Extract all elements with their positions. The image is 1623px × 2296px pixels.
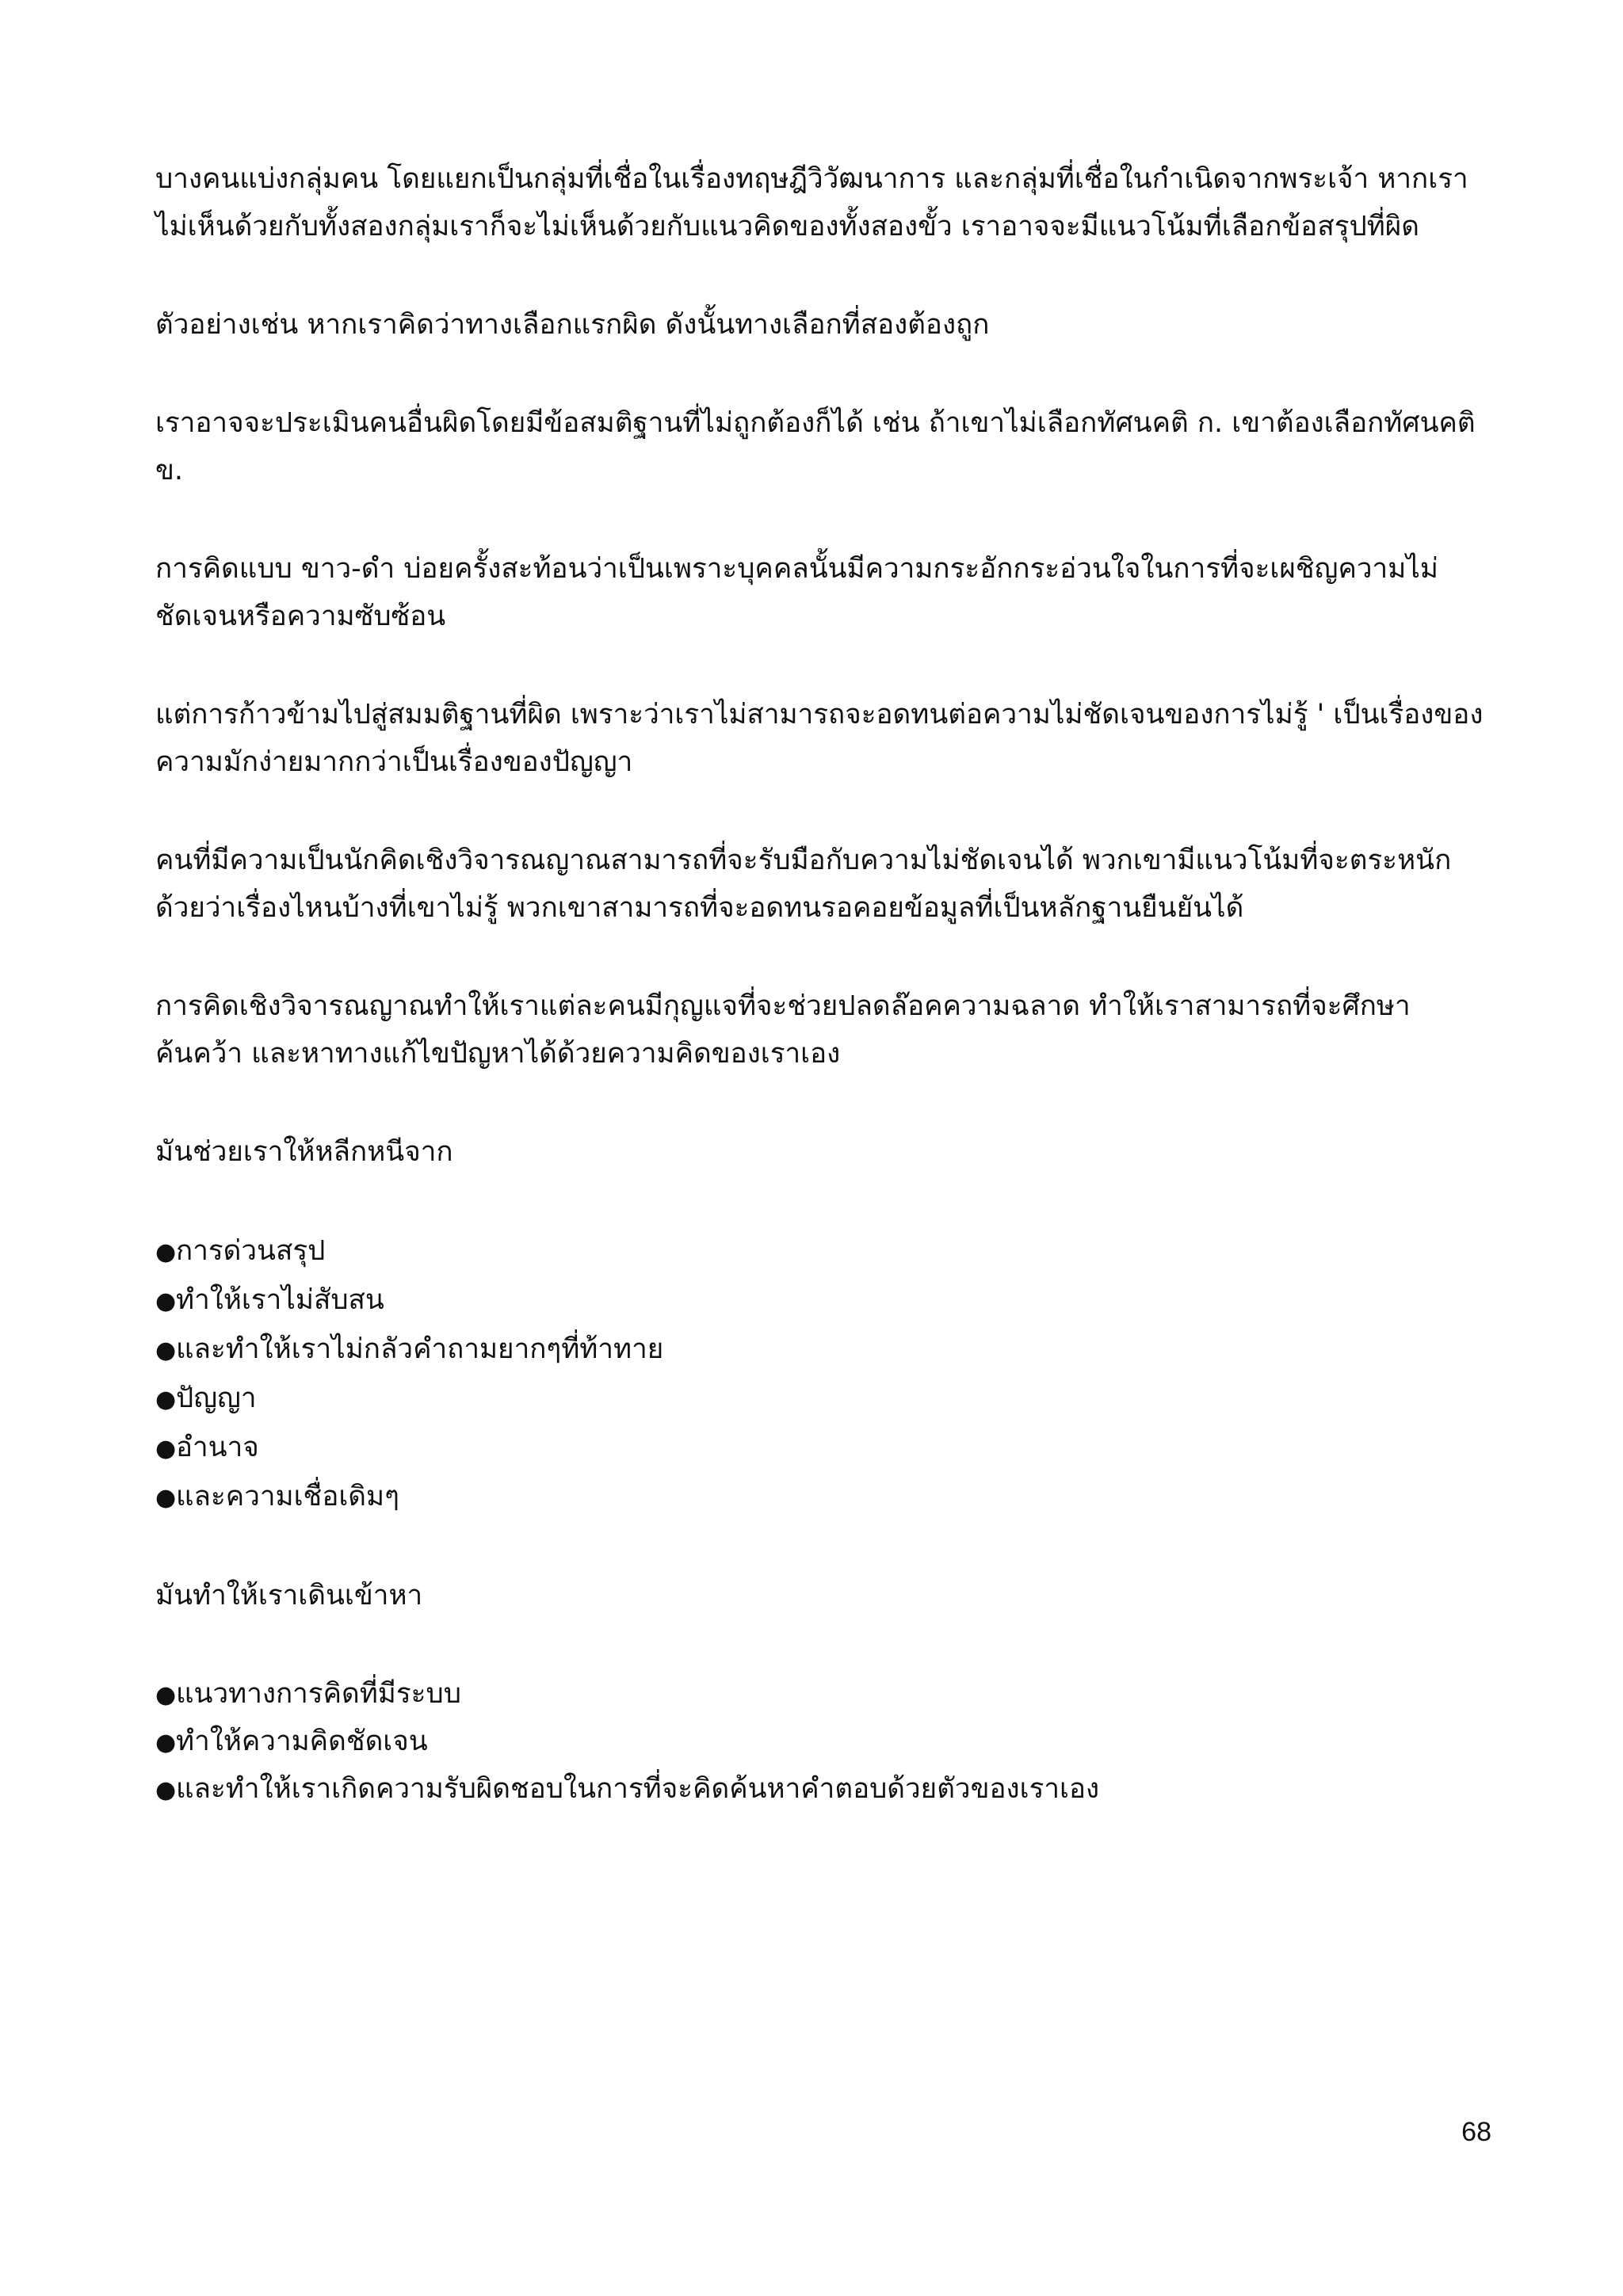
paragraph-4: การคิดแบบ ขาว-ดำ บ่อยครั้งสะท้อนว่าเป็นเพราะบุคคลนั้นมีความกระอักกระอ่วนใจในการที่จะเผชิญความไม่ชัดเจนหรือความซับซ้อน: [155, 553, 1438, 632]
bullet-icon: ●: [155, 1238, 177, 1266]
section-1-heading: มันช่วยเราให้หลีกหนีจาก: [155, 1136, 453, 1168]
list-item-text: แนวทางการคิดที่มีระบบ: [176, 1678, 461, 1710]
list-item: [155, 1325, 1487, 1374]
bullet-icon: ●: [155, 1287, 177, 1315]
approach-list: [155, 1670, 1487, 1813]
list-item-text: และทำให้เราเกิดความรับผิดชอบในการที่จะคิดค้นหาคำตอบด้วยตัวของเราเอง: [176, 1773, 1100, 1805]
avoid-list: [155, 1226, 1487, 1521]
bullet-icon: ●: [155, 1776, 177, 1804]
paragraph-6: คนที่มีความเป็นนักคิดเชิงวิจารณญาณสามารถที่จะรับมือกับความไม่ชัดเจนได้ พวกเขามีแนวโน้มที่จะตระหนักด้วยว่าเรื่องไหนบ้างที่เขาไม่รู้ พวกเขาสามารถที่จะอดทนรอคอยข้อมูลที่เป็นหลักฐานยืนยันได้: [155, 845, 1452, 924]
list-item: [155, 1670, 1487, 1718]
list-item-text: ทำให้ความคิดชัดเจน: [176, 1726, 428, 1757]
bullet-icon: ●: [155, 1729, 177, 1756]
paragraph-2: ตัวอย่างเช่น หากเราคิดว่าทางเลือกแรกผิด ดังนั้นทางเลือกที่สองต้องถูก: [155, 309, 990, 341]
list-item-text: อำนาจ: [176, 1432, 259, 1463]
list-item: [155, 1423, 1487, 1472]
bullet-icon: ●: [155, 1386, 177, 1413]
list-item-text: การด่วนสรุป: [176, 1235, 326, 1267]
bullet-icon: ●: [155, 1435, 177, 1463]
list-item-text: ปัญญา: [176, 1383, 257, 1414]
list-item: [155, 1276, 1487, 1325]
list-item: [155, 1718, 1487, 1765]
paragraph-1: บางคนแบ่งกลุ่มคน โดยแยกเป็นกลุ่มที่เชื่อในเรื่องทฤษฎีวิวัฒนาการ และกลุ่มที่เชื่อในกำเนิดจากพระเจ้า หากเราไม่เห็นด้วยกับทั้งสองกลุ่มเราก็จะไม่เห็นด้วยกับแนวคิดของทั้งสองขั้ว เราอาจจะมีแนวโน้มที่เลือกข้อสรุปที่ผิด: [155, 163, 1468, 242]
paragraph-3: เราอาจจะประเมินคนอื่นผิดโดยมีข้อสมติฐานที่ไม่ถูกต้องก็ได้ เช่น ถ้าเขาไม่เลือกทัศนคติ ก. เขาต้องเลือกทัศนคติ ข.: [155, 407, 1476, 486]
list-item: [155, 1374, 1487, 1423]
bullet-icon: ●: [155, 1681, 177, 1709]
list-item-text: และทำให้เราไม่กลัวคำถามยากๆที่ท้าทาย: [176, 1333, 664, 1365]
bullet-icon: ●: [155, 1337, 177, 1364]
paragraph-5: แต่การก้าวข้ามไปสู่สมมติฐานที่ผิด เพราะว่าเราไม่สามารถจะอดทนต่อความไม่ชัดเจนของการไม่รู้ ' เป็นเรื่องของความมักง่ายมากกว่าเป็นเรื่องของปัญญา: [155, 699, 1484, 778]
page-number: 68: [1461, 2117, 1491, 2147]
section-2-heading: มันทำให้เราเดินเข้าหา: [155, 1580, 423, 1611]
list-item: [155, 1472, 1487, 1521]
bullet-icon: ●: [155, 1484, 177, 1512]
list-item-text: ทำให้เราไม่สับสน: [176, 1284, 384, 1316]
list-item: [155, 1226, 1487, 1276]
page-content: [155, 155, 1487, 1863]
list-item: [155, 1765, 1487, 1813]
list-item-text: และความเชื่อเดิมๆ: [176, 1481, 399, 1512]
paragraph-7: การคิดเชิงวิจารณญาณทำให้เราแต่ละคนมีกุญแจที่จะช่วยปลดล๊อคความฉลาด ทำให้เราสามารถที่จะศึกษา ค้นคว้า และหาทางแก้ไขปัญหาได้ด้วยความคิดของเราเอง: [155, 990, 1411, 1070]
